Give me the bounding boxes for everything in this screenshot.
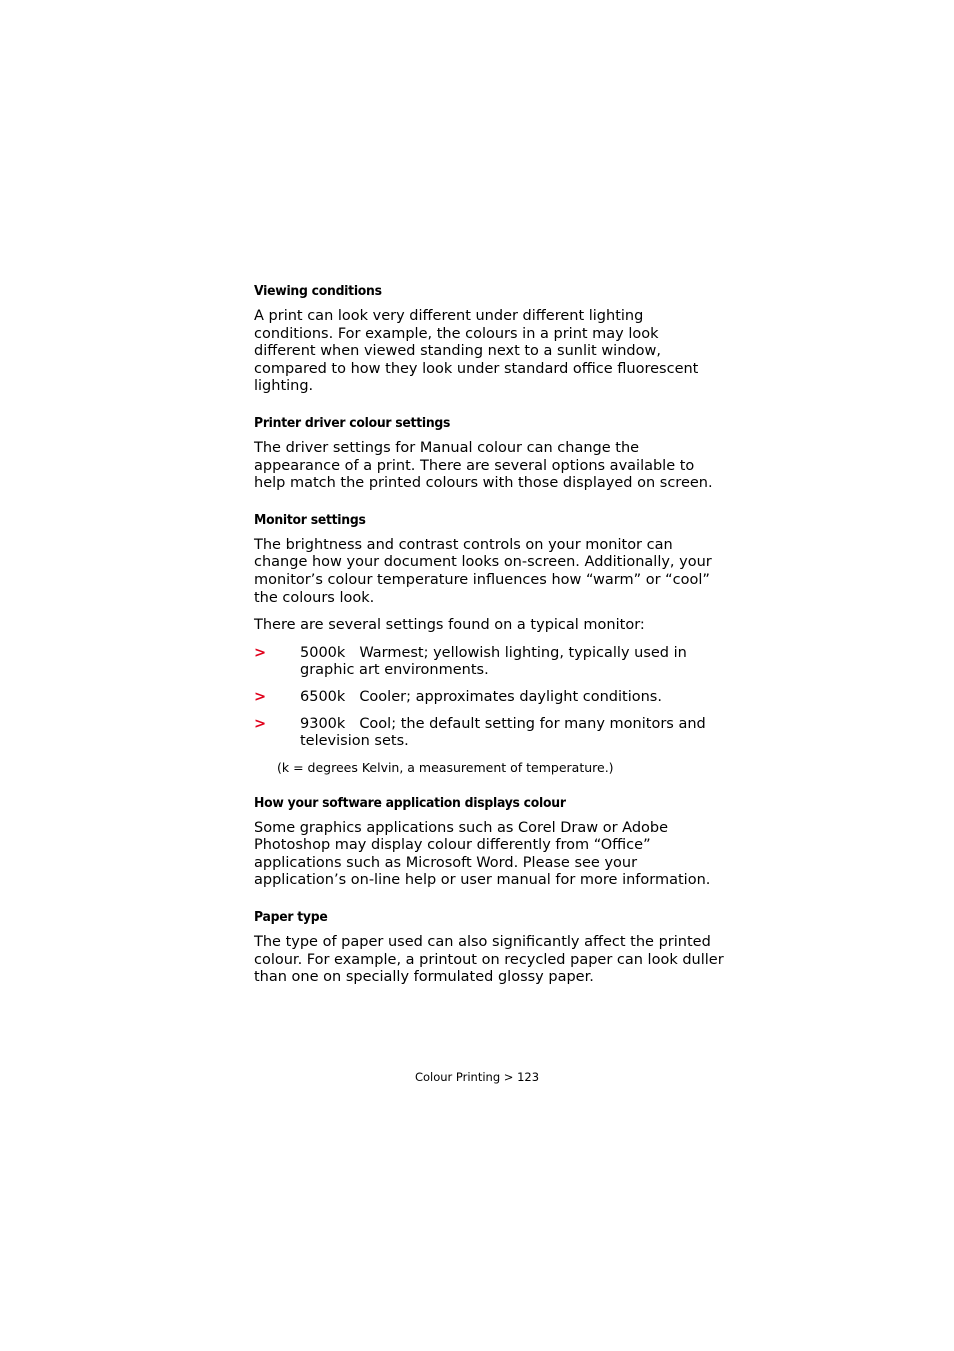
temperature-code: 6500k (300, 688, 346, 705)
bullet-arrow-icon: > (254, 644, 267, 661)
temperature-description: Cool; the default setting for many monitors and television sets. (300, 715, 706, 750)
kelvin-note: (k = degrees Kelvin, a measurement of temperature.) (277, 759, 614, 775)
heading-paper-type: Paper type (254, 909, 328, 926)
temperature-description: Cooler; approximates daylight conditions. (359, 688, 662, 705)
list-item (254, 645, 724, 680)
heading-monitor-settings: Monitor settings (254, 511, 366, 528)
paragraph-monitor-intro: There are several settings found on a typical monitor: (254, 617, 645, 634)
temperature-description: Warmest; yellowish lighting, typically used in graphic art environments. (300, 644, 687, 679)
list-item (254, 716, 724, 751)
list-item (254, 689, 724, 707)
paragraph-software-colour: Some graphics applications such as Corel Draw or Adobe Photoshop may display colour differently from “Office” applications such as Microsoft Word. Please see your application’s on-line help or user manual for more information. (254, 819, 711, 889)
heading-software-colour: How your software application displays colour (254, 794, 566, 811)
temperature-code: 9300k (300, 715, 346, 732)
paragraph-viewing-conditions: A print can look very different under different lighting conditions. For example, the colours in a print may look different when viewed standing next to a sunlit window, compared to how they look under standard office fluorescent lighting. (254, 308, 699, 395)
bullet-arrow-icon: > (254, 715, 267, 732)
paragraph-paper-type: The type of paper used can also significantly affect the printed colour. For example, a printout on recycled paper can look duller than one on specially formulated glossy paper. (254, 934, 724, 986)
page-footer: Colour Printing > 123 (414, 1070, 540, 1084)
bullet-arrow-icon: > (254, 688, 267, 705)
page-content (254, 283, 724, 987)
paragraph-monitor-settings: The brightness and contrast controls on your monitor can change how your document looks on-screen. Additionally, your monitor’s colour temperature influences how “warm” or “cool” the colours look. (254, 536, 712, 606)
temperature-code: 5000k (300, 644, 346, 661)
heading-printer-driver: Printer driver colour settings (254, 414, 451, 431)
paragraph-printer-driver: The driver settings for Manual colour can change the appearance of a print. There are several options available to help match the printed colours with those displayed on screen. (254, 439, 713, 492)
monitor-settings-list (254, 645, 724, 751)
heading-viewing-conditions: Viewing conditions (254, 283, 382, 299)
